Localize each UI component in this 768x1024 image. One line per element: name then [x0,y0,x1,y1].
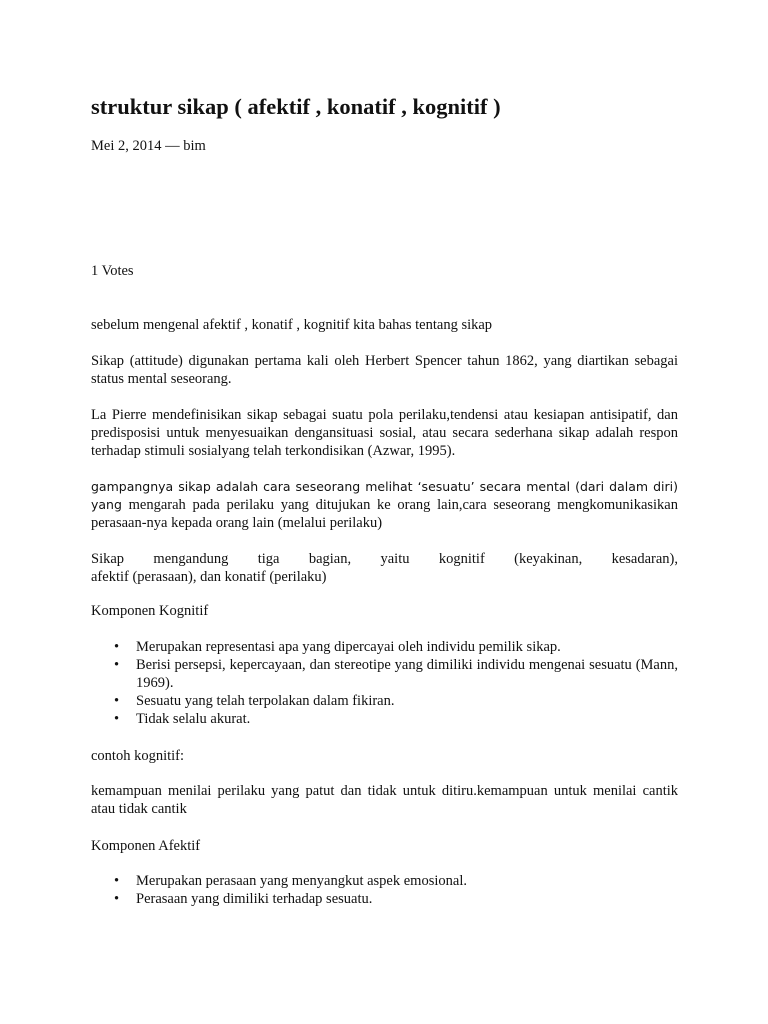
bullet-icon: • [114,711,120,727]
intro-paragraph: sebelum mengenal afektif , konatif , kognitif kita bahas tentang sikap [91,317,493,333]
definition-paragraph: Sikap (attitude) digunakan pertama kali oleh Herbert Spencer tahun 1862, yang diartikan sebagai status mental seseorang. [91,353,678,387]
list-item: • Sesuatu yang telah terpolakan dalam fikiran. [114,693,395,709]
list-item: • Berisi persepsi, kepercayaan, dan stereotipe yang dimiliki individu mengenai sesuatu (Mann, 1969). [114,657,678,691]
post-meta: Mei 2, 2014 — bim [91,138,206,154]
list-item: • Perasaan yang dimiliki terhadap sesuatu. [114,891,373,907]
contoh-kognitif-text: kemampuan menilai perilaku yang patut dan tidak untuk ditiru.kemampuan untuk menilai cantik atau tidak cantik [91,783,678,817]
la-pierre-paragraph: La Pierre mendefinisikan sikap sebagai suatu pola perilaku,tendensi atau kesiapan antisipatif, dan predisposisi untuk menyesuaikan dengansituasi sosial, atau secara sederhana sikap adalah respon terhadap stimuli sosialyang telah terkondisikan (Azwar, 1995). [91,407,678,459]
gampangnya-line-1: gampangnya sikap adalah cara seseorang melihat ‘sesuatu’ secara mental (dari dalam diri) yang [91,479,678,512]
list-item: • Tidak selalu akurat. [114,711,251,727]
heading-komponen-afektif: Komponen Afektif [91,838,201,854]
post-title: struktur sikap ( afektif , konatif , kognitif ) [91,94,501,119]
list-item: • Merupakan representasi apa yang dipercayai oleh individu pemilik sikap. [114,639,561,655]
bullet-icon: • [114,693,120,709]
heading-komponen-kognitif: Komponen Kognitif [91,603,209,619]
bullet-icon: • [114,639,120,655]
gampangnya-rest: mengarah pada perilaku yang ditujukan ke orang lain,cara seseorang mengkomunikasikan perasaan-nya kepada orang lain (melalui perilaku) [91,497,678,531]
kognitif-list [91,638,678,728]
bullet-icon: • [114,873,120,889]
three-parts-line-2: afektif (perasaan), dan konatif (perilaku) [91,569,327,585]
contoh-kognitif-label: contoh kognitif: [91,748,185,764]
afektif-list [91,872,678,908]
votes-count: 1 Votes [91,263,134,279]
list-item: • Merupakan perasaan yang menyangkut aspek emosional. [114,873,467,889]
three-parts-line-1: Sikap mengandung tiga bagian, yaitu kognitif (keyakinan, kesadaran), [91,551,678,567]
bullet-icon: • [114,891,120,907]
bullet-icon: • [114,657,120,673]
gampangnya-paragraph [91,478,678,532]
